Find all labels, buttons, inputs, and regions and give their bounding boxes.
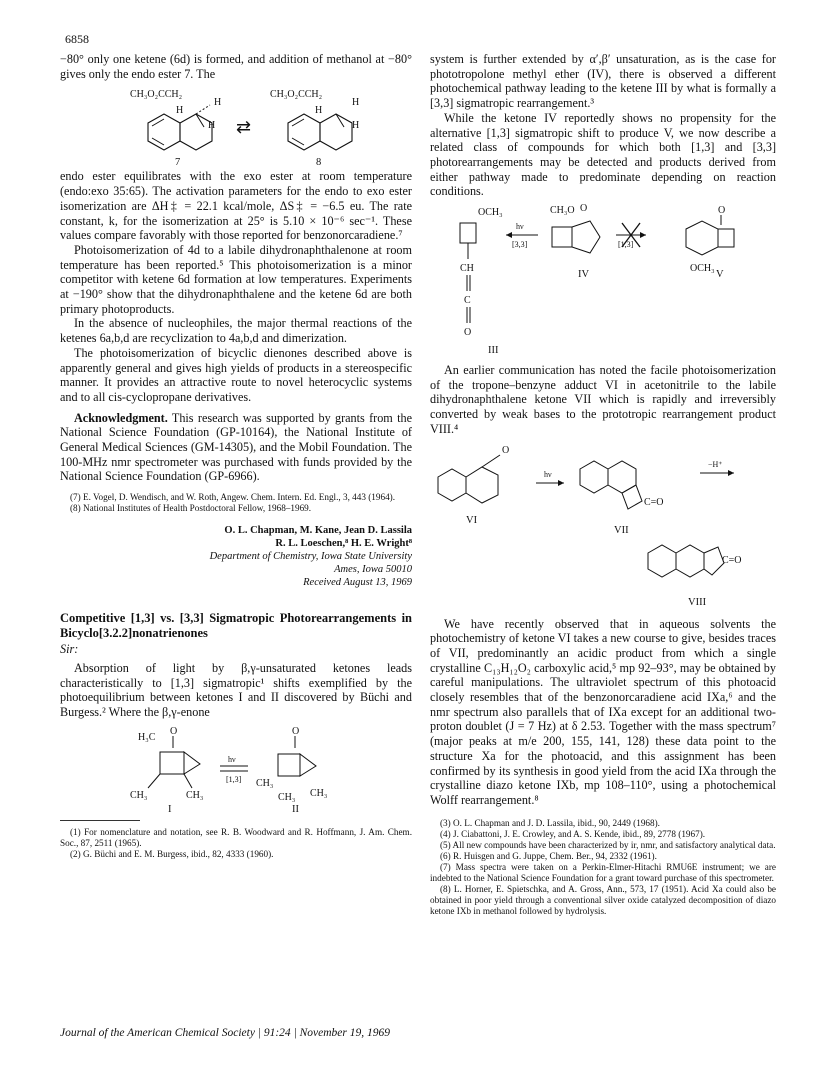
svg-text:H: H (315, 105, 323, 117)
scheme-ketones-I-II (60, 722, 412, 814)
svg-text:CH₃O: CH₃O (550, 205, 575, 217)
svg-text:H: H (176, 105, 184, 117)
svg-text:OCH₃: OCH₃ (478, 207, 503, 219)
footnote: (8) L. Horner, E. Spietschka, and A. Gross, Ann., 573, 17 (1951). Acid Xa could also be obtained in poor yield through a conventional silver oxide catalyzed decomposition of diazo ketone IXb in methanol followed by hydrolysis. (430, 883, 776, 916)
svg-text:IV: IV (578, 269, 590, 281)
affiliation: Ames, Iowa 50010 (334, 564, 412, 576)
salutation: Sir: (60, 642, 79, 657)
svg-text:⇄: ⇄ (236, 117, 252, 138)
svg-text:CH₃: CH₃ (130, 789, 148, 801)
svg-text:CH: CH (460, 263, 474, 275)
svg-text:7: 7 (175, 157, 181, 168)
footnote: (7) Mass spectra were taken on a Perkin-Elmer-Hitachi RMU6E instrument; we are indebted to the National Science Foundation for a grant toward purchase of this spectrometer. (430, 861, 776, 883)
svg-text:VIII: VIII (688, 596, 707, 608)
svg-text:V: V (716, 269, 724, 281)
svg-text:O: O (170, 725, 178, 737)
svg-text:H: H (352, 120, 360, 132)
svg-text:H: H (214, 97, 222, 109)
scheme-VI-VII-VIII (430, 439, 776, 615)
affiliation: Department of Chemistry, Iowa State University (209, 551, 412, 563)
footnote: (8) National Institutes of Health Postdoctoral Fellow, 1968–1969. (70, 503, 312, 514)
svg-text:CH₃: CH₃ (310, 787, 328, 799)
acknowledgment-heading: Acknowledgment. (74, 410, 168, 425)
svg-text:I: I (168, 803, 172, 814)
paragraph: The photoisomerization of bicyclic dienones described above is apparently general and gives high yields of products in a stereospecific manner. It provides an attractive route to novel heterocyclic systems and to all cis-cyclopropane derivatives. (60, 345, 412, 404)
scheme-III-IV-V (430, 201, 776, 361)
svg-text:CH₃O₂CCH₂: CH₃O₂CCH₂ (270, 89, 323, 101)
paragraph: endo ester equilibrates with the exo ester at room temperature (endo:exo 35:65). The activation parameters for the endo to exo ester isomerization are ΔH‡ = 22.1 kcal/mole, ΔS‡ = −6.5 eu. The rate constant, k, for the isomerization at 25° is 5.10 × 10⁻⁶ sec⁻¹. These values compare favorably with those reported for benzonorcaradiene.⁷ (60, 169, 412, 243)
svg-text:hν: hν (544, 469, 552, 479)
svg-text:O: O (718, 205, 726, 217)
footnote: (2) G. Büchi and E. M. Burgess, ibid., 82, 4333 (1960). (70, 848, 274, 859)
svg-text:[3,3]: [3,3] (512, 240, 528, 250)
footnotes-left-top (60, 492, 412, 514)
received-date: Received August 13, 1969 (303, 577, 412, 589)
paragraph: In the absence of nucleophiles, the major thermal reactions of the ketenes 6a,b,d are recyclization to 4a,b,d and dimerization. (60, 316, 412, 346)
svg-text:VII: VII (614, 524, 629, 536)
svg-text:[1,3]: [1,3] (226, 774, 242, 784)
svg-text:OCH₃: OCH₃ (690, 263, 715, 275)
paragraph: Absorption of light by β,γ-unsaturated ketones leads characteristically to [1,3] sigmatropic¹ shifts exemplified by the photoequilibrium between ketones I and II discovered by Büchi and Burgess.² Where the β,γ-enone (60, 660, 412, 719)
svg-text:VI: VI (466, 514, 478, 526)
svg-text:C=O: C=O (722, 554, 742, 566)
footnote: (1) For nomenclature and notation, see R. B. Woodward and R. Hoffmann, J. Am. Chem. Soc., 87, 2511 (1965). (60, 826, 412, 848)
svg-text:8: 8 (316, 157, 322, 168)
article-title: Competitive [1,3] vs. [3,3] Sigmatropic Photorearrangements in Bicyclo[3.2.2]nonatrienones (60, 611, 412, 640)
svg-text:O: O (464, 327, 472, 339)
footnote: (5) All new compounds have been characterized by ir, nmr, and satisfactory analytical data. (440, 839, 776, 850)
svg-text:CH₃: CH₃ (256, 777, 274, 789)
paragraph: An earlier communication has noted the facile photoisomerization of the tropone–benzyne adduct VI in acetonitrile to the labile dihydronaphthalene ketone VII which is rapidly and irreversibly converted by weak bases to the prototropic rearrangement product VIII.⁴ (430, 363, 776, 436)
svg-text:H: H (352, 97, 360, 109)
svg-text:H: H (208, 120, 216, 132)
acknowledgment-text: This research was supported by grants from the National Science Foundation (GP-10164), the National Institute of General Medical Sciences (GM-14305), and the Mobil Foundation. The 100-MHz nmr spectrometer was purchased with funds provided by the National Science Foundation (GP-6966). (60, 410, 412, 484)
svg-text:hν: hν (516, 222, 524, 232)
svg-text:C: C (464, 295, 471, 307)
paragraph: −80° only one ketene (6d) is formed, and addition of methanol at −80° gives only the endo ester 7. The (60, 52, 412, 81)
author-names: R. L. Loeschen,⁸ H. E. Wright⁸ (275, 538, 412, 550)
acknowledgment (60, 411, 412, 485)
footnotes-right (430, 818, 776, 917)
svg-text:−H⁺: −H⁺ (708, 459, 723, 469)
svg-text:III: III (488, 345, 499, 357)
svg-text:CH₃: CH₃ (186, 789, 204, 801)
paragraph: We have recently observed that in aqueous solvents the photochemistry of ketone VI takes a new course to give, besides traces of VII, predominantly an acidic product from which a single crystalline C₁₃H₁₂O₂ carboxylic acid,⁵ mp 92–93°, may be obtained by careful manipulations. The ultraviolet spectrum of this photoacid closely resembles that of the benzonorcaradiene acid IXa,⁶ and the nmr spectrum also parallels that of IXa except for an additional two-proton doublet (J = 7 Hz) at δ 2.53. Together with the mass spectrum⁷ (major peaks at m/e 200, 155, 141, 128) these data point to the structure Xa for the photoacid, and this assignment has been confirmed by its synthesis in good yield from the acid IXa through the crystalline diazo ketone IXb, mp 108–110°, using a photochemical Wolff rearrangement.⁸ (430, 616, 776, 807)
svg-text:H₃C: H₃C (138, 731, 156, 743)
svg-text:O: O (502, 444, 510, 456)
scheme-esters-7-8 (60, 83, 412, 167)
journal-footer: Journal of the American Chemical Society | 91:24 | November 19, 1969 (60, 1027, 390, 1039)
svg-text:hν: hν (228, 754, 236, 764)
paragraph: While the ketone IV reportedly shows no propensity for the alternative [1,3] sigmatropic shift to produce V, we now describe a related class of compounds for which both [1,3] and [3,3] photorearrangements may be detected and products derived from either pathway made to predominate depending on reaction conditions. (430, 110, 776, 199)
svg-text:O: O (292, 725, 300, 737)
paragraph: Photoisomerization of 4d to a labile dihydronaphthalenone at room temperature has been reported.⁵ This photoisomerization is a minor competitor with ketene 6d formation at low temperatures. Experiments at −190° show that the dihydronaphthalene and the ketene 6d are both primary photoproducts. (60, 242, 412, 316)
paragraph: system is further extended by α′,β′ unsaturation, as is the case for phototropolone methyl ether (IV), there is observed a different photochemical pathway leading to the ketene III by what is formally a [3,3] sigmatropic rearrangement.³ (430, 52, 776, 111)
svg-text:[1,3]: [1,3] (618, 240, 634, 250)
svg-text:C=O: C=O (644, 496, 664, 508)
svg-text:CH₃O₂CCH₂: CH₃O₂CCH₂ (130, 89, 183, 101)
svg-text:II: II (292, 803, 299, 814)
author-block (60, 524, 412, 589)
footnote-divider (60, 820, 140, 821)
right-column (430, 52, 776, 917)
left-column (60, 52, 412, 860)
author-names: O. L. Chapman, M. Kane, Jean D. Lassila (224, 525, 412, 537)
footnote: (7) E. Vogel, D. Wendisch, and W. Roth, Angew. Chem. Intern. Ed. Engl., 3, 443 (1964). (70, 492, 396, 503)
svg-text:O: O (580, 203, 588, 215)
footnote: (3) O. L. Chapman and J. D. Lassila, ibid., 90, 2449 (1968). (440, 817, 660, 828)
footnote: (6) R. Huisgen and G. Juppe, Chem. Ber., 94, 2332 (1961). (440, 850, 657, 861)
page-number: 6858 (65, 32, 89, 46)
svg-text:CH₃: CH₃ (278, 791, 296, 803)
footnote: (4) J. Ciabattoni, J. E. Crowley, and A. S. Kende, ibid., 89, 2778 (1967). (440, 828, 706, 839)
footnotes-left-bottom (60, 827, 412, 860)
